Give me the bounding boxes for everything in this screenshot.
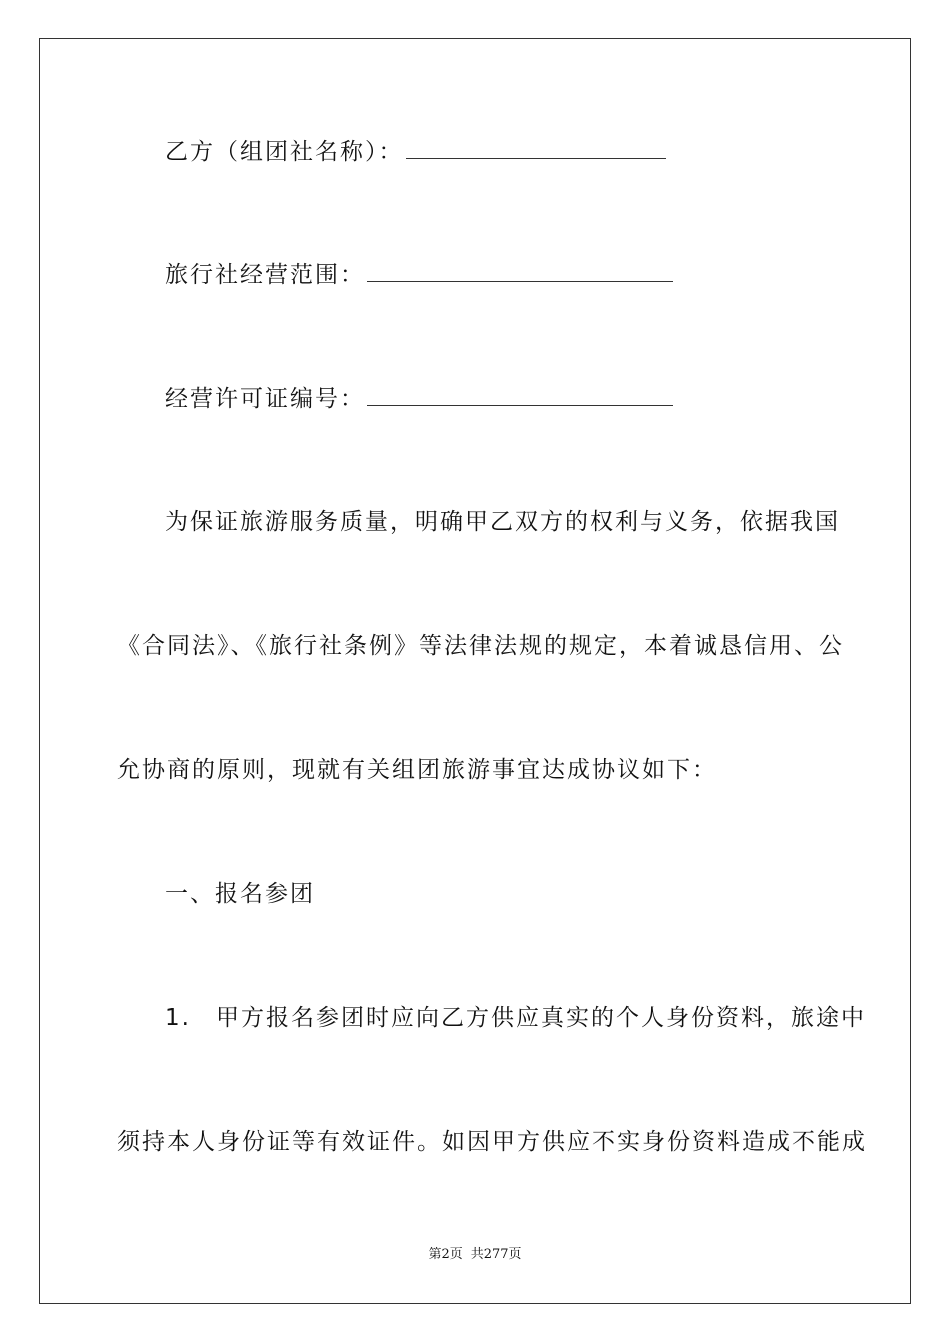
- scope-label: 旅行社经营范围：: [165, 262, 365, 288]
- party-b-blank[interactable]: [406, 136, 666, 159]
- party-b-label: 乙方（组团社名称）：: [165, 139, 404, 165]
- license-field: [165, 383, 673, 414]
- intro-line-2: 《合同法》、《旅行社条例》等法律法规的规定，本着诚恳信用、公: [117, 633, 844, 659]
- scope-blank[interactable]: [367, 259, 673, 282]
- page-border: [39, 38, 911, 1304]
- page-number: 第2页: [428, 1247, 463, 1262]
- intro-line-1: 为保证旅游服务质量，明确甲乙双方的权利与义务，依据我国: [165, 509, 840, 535]
- section-heading: 一、报名参团: [165, 881, 315, 907]
- page-footer: [0, 1246, 950, 1264]
- scope-field: [165, 259, 673, 290]
- license-label: 经营许可证编号：: [165, 386, 365, 412]
- clause-1-line-2: 须持本人身份证等有效证件。如因甲方供应不实身份资料造成不能成: [117, 1129, 867, 1155]
- party-b-field: [165, 136, 666, 167]
- intro-line-3: 允协商的原则，现就有关组团旅游事宜达成协议如下：: [117, 757, 717, 783]
- license-blank[interactable]: [367, 383, 673, 406]
- page-total: 共277页: [470, 1247, 522, 1262]
- clause-1-line-1: 1. 甲方报名参团时应向乙方供应真实的个人身份资料，旅途中: [165, 1005, 866, 1031]
